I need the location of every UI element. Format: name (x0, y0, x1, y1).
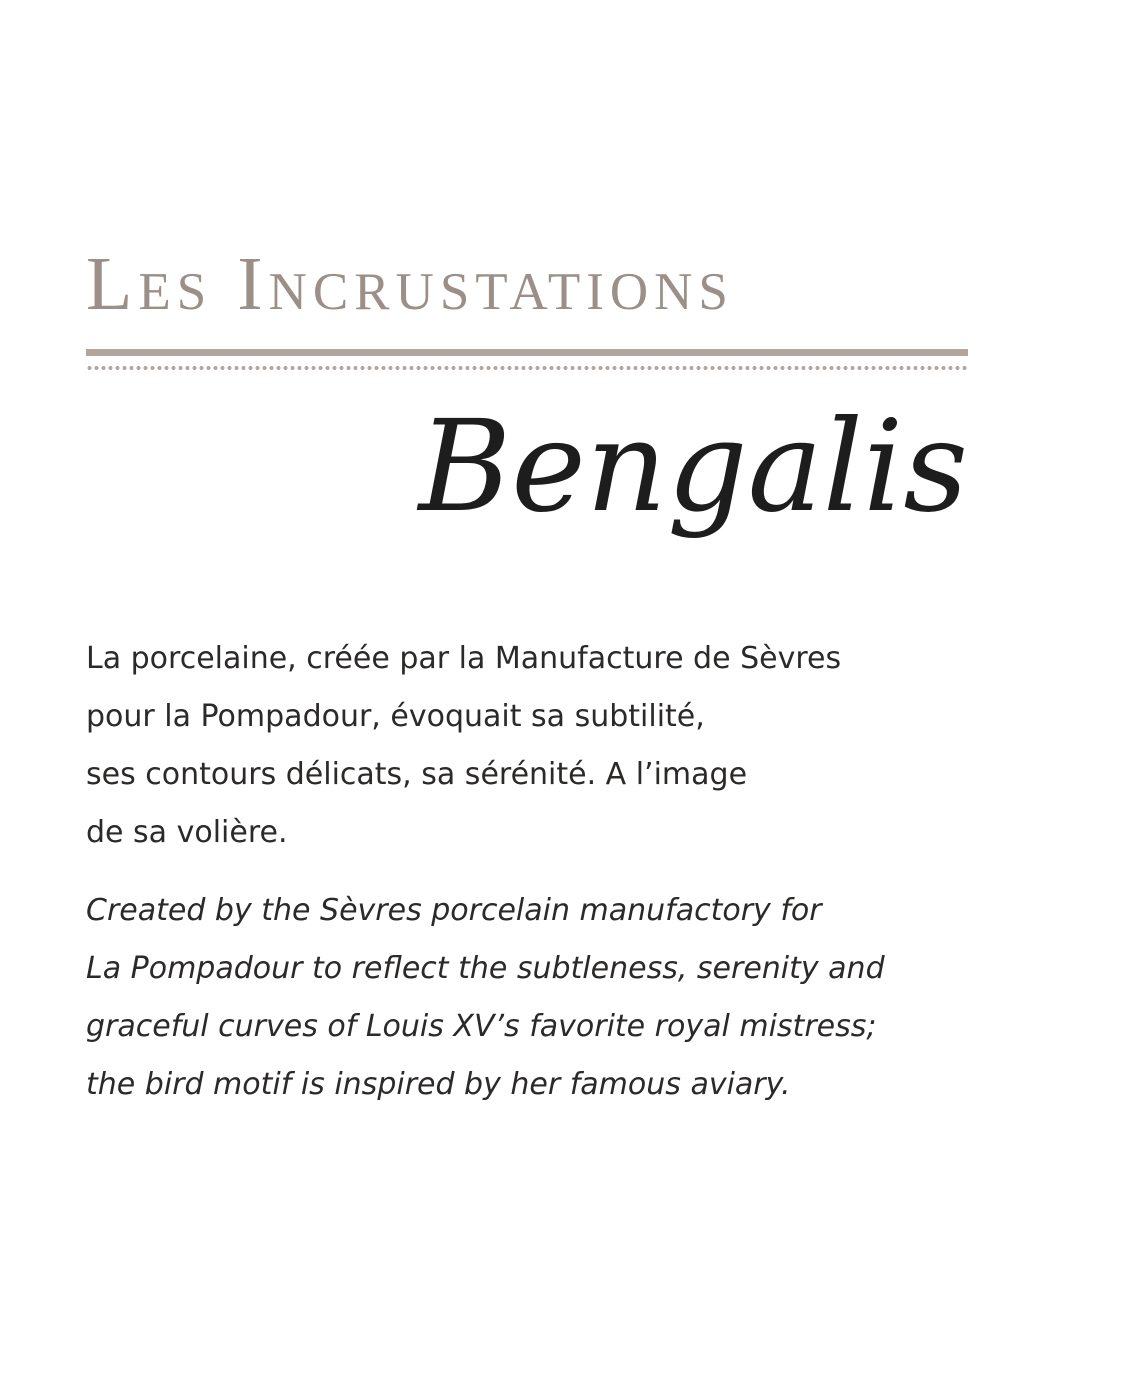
description-french-line: ses contours délicats, sa sérénité. A l’image (86, 757, 748, 792)
description-english (86, 882, 885, 1114)
description-english-line: the bird motif is inspired by her famous aviary. (86, 1067, 791, 1102)
description-french (86, 630, 841, 862)
collection-title: Les Incrustations (86, 242, 734, 326)
title-dotted-rule (86, 365, 968, 371)
description-english-line: graceful curves of Louis XV’s favorite royal mistress; (86, 1009, 877, 1044)
description-french-line: de sa volière. (86, 815, 288, 850)
description-french-line: La porcelaine, créée par la Manufacture de Sèvres (86, 641, 842, 676)
description-english-line: Created by the Sèvres porcelain manufactory for (86, 893, 822, 928)
title-rule (86, 349, 968, 356)
description-english-line: La Pompadour to reflect the subtleness, serenity and (86, 951, 885, 986)
description-french-line: pour la Pompadour, évoquait sa subtilité, (86, 699, 705, 734)
collection-name: Bengalis (418, 393, 968, 540)
